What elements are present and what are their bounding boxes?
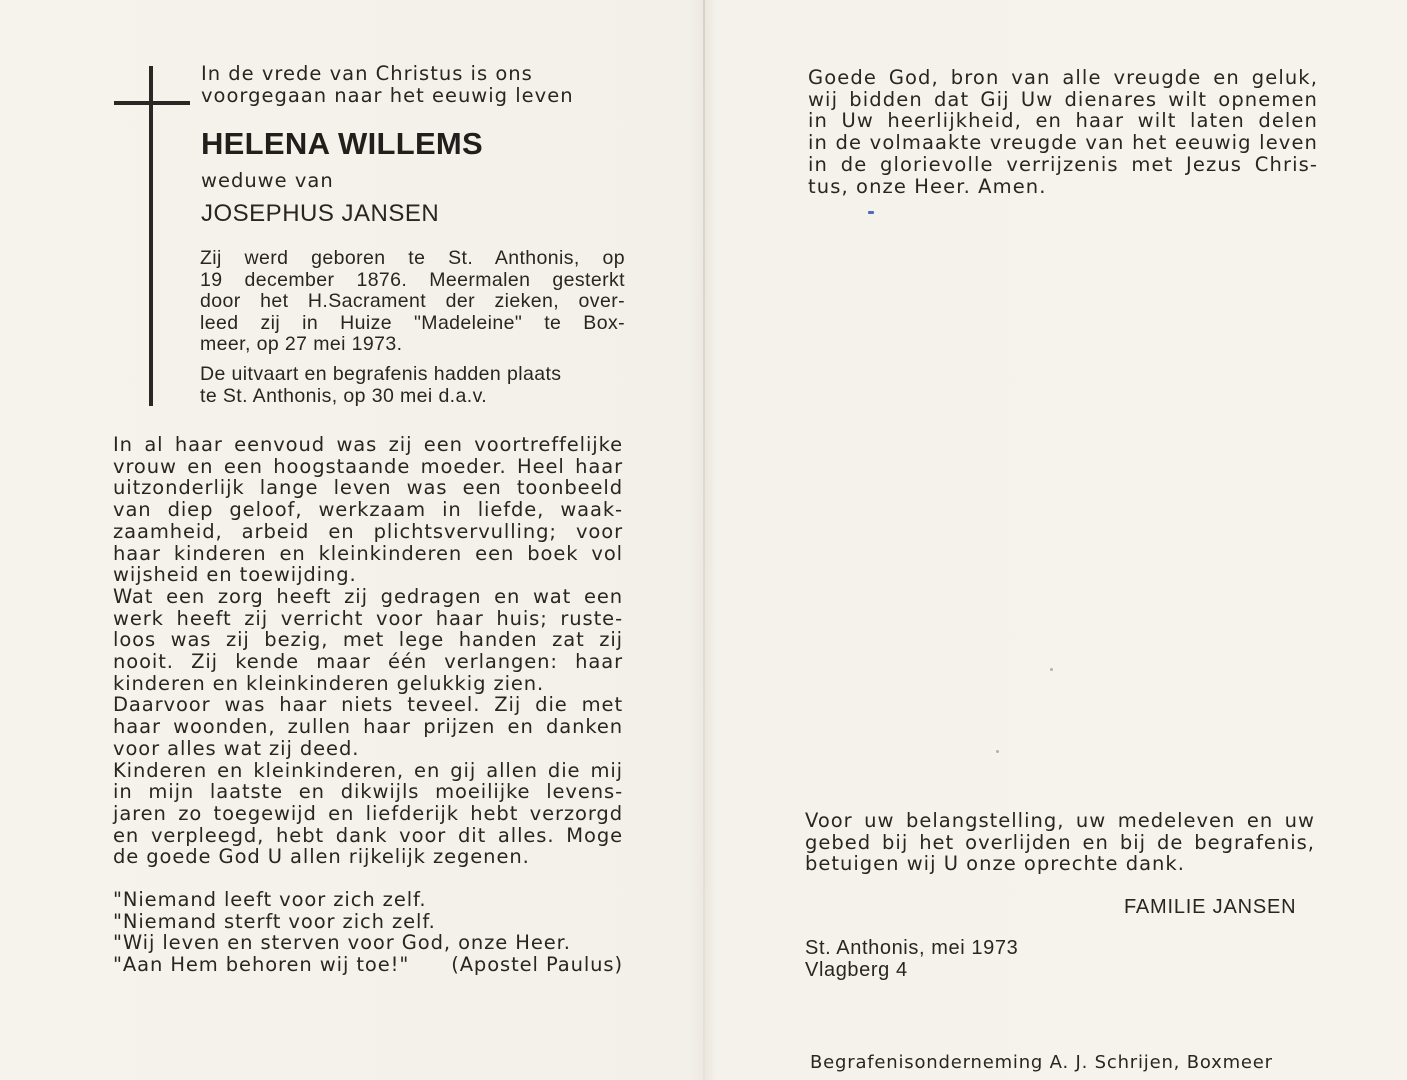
undertaker-credit: Begrafenisonderneming A. J. Schrijen, Boxmeer [810, 1052, 1273, 1073]
intro-line: In de vrede van Christus is ons [201, 62, 533, 85]
quote-line [113, 954, 623, 976]
eulogy-line: uitzonderlijk lange leven was een toonbeeld [113, 476, 623, 500]
ink-mark [868, 211, 874, 214]
eulogy [113, 434, 623, 868]
prayer-line: Goede God, bron van alle vreugde en geluk, [808, 66, 1318, 89]
prayer-line: in de volmaakte vreugde van het eeuwig leven [808, 131, 1318, 155]
paper-speck [1050, 668, 1053, 671]
intro-line: voorgegaan naar het eeuwig leven [201, 84, 574, 107]
eulogy-line: de goede God U allen rijkelijk zegenen. [113, 845, 530, 869]
quote-line: "Niemand leeft voor zich zelf. [113, 888, 427, 911]
address-line: Vlagberg 4 [805, 959, 908, 981]
eulogy-line: haar woonden, zullen haar prijzen en danken [113, 715, 623, 739]
eulogy-line: Daarvoor was haar niets teveel. Zij die met [113, 693, 623, 717]
card-fold [703, 0, 705, 1080]
cross-icon [149, 66, 153, 406]
bio-line: leed zij in Huize "Madeleine" te Box- [200, 311, 625, 334]
family-signature: FAMILIE JANSEN [1124, 896, 1297, 918]
bio-line: door het H.Sacrament der zieken, over- [200, 290, 625, 313]
cross-icon-bar [114, 101, 190, 105]
prayer-line: in Uw heerlijkheid, en haar wilt laten delen [808, 109, 1318, 133]
eulogy-line: van diep geloof, werkzaam in liefde, waak- [113, 498, 623, 522]
thanks-line: gebed bij het overlijden en bij de begrafenis, [805, 830, 1315, 854]
funeral-line: te St. Anthonis, op 30 mei d.a.v. [200, 384, 488, 407]
thanks-line: Voor uw belangstelling, uw medeleven en uw [805, 809, 1315, 832]
eulogy-line: Wat een zorg heeft zij gedragen en wat een [113, 584, 623, 608]
prayer-line: wij bidden dat Gij Uw dienares wilt opnemen [808, 87, 1318, 111]
thanks-text [805, 810, 1315, 875]
eulogy-line: vrouw en een hoogstaande moeder. Heel haar [113, 454, 623, 478]
biography [200, 248, 625, 356]
scripture-quote [113, 889, 623, 976]
eulogy-line: zaamheid, arbeid en plichtsvervulling; voor [113, 519, 623, 543]
eulogy-line: werk heeft zij verricht voor haar huis; ruste- [113, 606, 623, 630]
eulogy-line: wijsheid en toewijding. [113, 563, 357, 587]
eulogy-line: nooit. Zij kende maar één verlangen: haar [113, 650, 623, 674]
bio-line: meer, op 27 mei 1973. [200, 333, 403, 356]
eulogy-line: loos was zij bezig, met lege handen zat zij [113, 628, 623, 652]
spouse-name: JOSEPHUS JANSEN [201, 200, 440, 227]
deceased-name: HELENA WILLEMS [201, 126, 484, 161]
quote-line: "Wij leven en sterven voor God, onze Heer. [113, 931, 571, 955]
place-date-line: St. Anthonis, mei 1973 [805, 937, 1019, 959]
prayer [808, 67, 1318, 197]
funeral-line: De uitvaart en begrafenis hadden plaats [200, 363, 562, 385]
quote-attribution: (Apostel Paulus) [451, 953, 623, 977]
thanks-line: betuigen wij U onze oprechte dank. [805, 852, 1185, 876]
eulogy-line: in mijn laatste en dikwijls moeilijke levens- [113, 780, 623, 804]
eulogy-line: kinderen en kleinkinderen gelukkig zien. [113, 671, 545, 695]
eulogy-line: jaren zo toegewijd en liefderijk hebt verzorgd [113, 801, 623, 825]
funeral-info [200, 364, 625, 407]
eulogy-line: en verpleegd, hebt dank voor dit alles. Moge [113, 823, 623, 847]
prayer-line: tus, onze Heer. Amen. [808, 174, 1047, 198]
paper-speck [996, 750, 999, 753]
eulogy-line: haar kinderen en kleinkinderen een boek vol [113, 541, 623, 565]
eulogy-line: In al haar eenvoud was zij een voortreffelijke [113, 433, 623, 456]
eulogy-line: voor alles wat zij deed. [113, 736, 360, 760]
place-and-date [805, 937, 1018, 981]
bio-line: 19 december 1876. Meermalen gesterkt [200, 268, 625, 291]
quote-text: "Aan Hem behoren wij toe!" [113, 953, 410, 977]
intro-text [201, 63, 601, 107]
quote-line: "Niemand sterft voor zich zelf. [113, 909, 436, 933]
bio-line: Zij werd geboren te St. Anthonis, op [200, 247, 625, 269]
prayer-line: in de glorievolle verrijzenis met Jezus Chris- [808, 152, 1318, 176]
eulogy-line: Kinderen en kleinkinderen, en gij allen die mij [113, 758, 623, 782]
widow-of-label: weduwe van [201, 169, 334, 192]
